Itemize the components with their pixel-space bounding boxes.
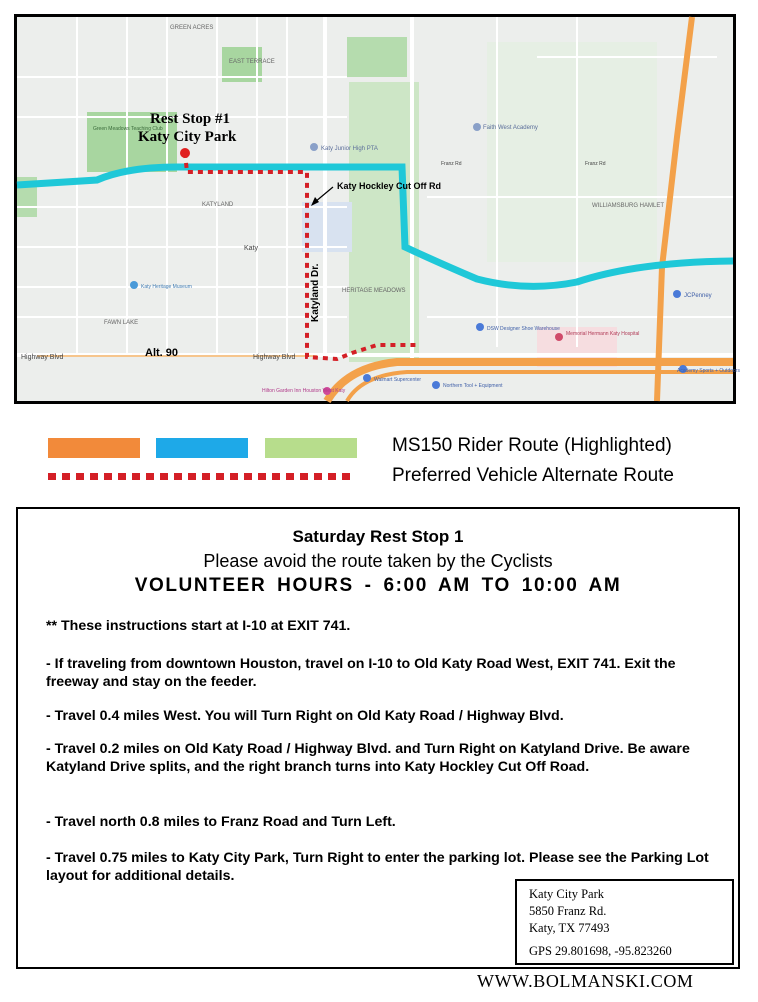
address-name: Katy City Park — [529, 887, 604, 901]
address-city: Katy, TX 77493 — [529, 921, 610, 935]
fawn-lake-label: FAWN LAKE — [104, 320, 139, 326]
rest-stop-marker[interactable] — [180, 148, 190, 158]
gps-coordinates: GPS 29.801698, -95.823260 — [529, 944, 672, 958]
park-area-rice-field — [347, 37, 407, 77]
rest-stop-subtitle: Katy City Park — [138, 129, 237, 145]
green-meadows-label: Green Meadows Teaching Club — [93, 126, 163, 132]
northern-tool-label: Northern Tool + Equipment — [443, 383, 503, 389]
instruction-paragraph: - Travel 0.75 miles to Katy City Park, Turn Right to enter the parking lot. Please see the Parking Lot layout for additional details. — [46, 850, 709, 884]
shopping-icon — [476, 323, 484, 331]
instruction-paragraph: - If traveling from downtown Houston, travel on I-10 to Old Katy Road West, EXIT 741. Exit the freeway and stay on the feeder. — [46, 656, 676, 690]
instruction-paragraph: - Travel 0.4 miles West. You will Turn Right on Old Katy Road / Highway Blvd. — [46, 708, 564, 724]
katyland-dr-label: Katyland Dr. — [310, 263, 321, 322]
legend — [0, 420, 758, 500]
museum-icon — [130, 281, 138, 289]
williamsburg-label: WILLIAMSBURG HAMLET — [592, 203, 665, 209]
hilton-garden-label: Hilton Garden Inn Houston West Katy — [262, 388, 346, 394]
dsw-label: DSW Designer Shoe Warehouse — [487, 326, 560, 332]
shopping-icon — [363, 374, 371, 382]
highway-blvd-left-label: Highway Blvd — [21, 354, 64, 361]
school-icon — [473, 123, 481, 131]
franz-rd-mid-label: Franz Rd — [441, 161, 462, 167]
address-box — [515, 879, 734, 965]
map-canvas — [17, 17, 740, 401]
website-link[interactable]: WWW.BOLMANSKI.COM — [477, 971, 694, 991]
shopping-icon — [432, 381, 440, 389]
legend-rider-route-label: MS150 Rider Route (Highlighted) — [392, 435, 672, 456]
walmart-label: Walmart Supercenter — [374, 377, 422, 383]
katyland-label: KATYLAND — [202, 202, 234, 208]
faith-west-label: Faith West Academy — [483, 125, 538, 131]
green-acres-label: GREEN ACRES — [170, 25, 214, 31]
instruction-paragraph: - Travel north 0.8 miles to Franz Road and Turn Left. — [46, 814, 396, 830]
hospital-icon — [555, 333, 563, 341]
route-map — [14, 14, 740, 404]
instruction-paragraph: - Travel 0.2 miles on Old Katy Road / Highway Blvd. and Turn Right on Katyland Drive. Be aware Katyland Drive splits, and the right branch turns into Katy Hockley Cut Off Road. — [46, 741, 690, 775]
instructions-subtitle: Please avoid the route taken by the Cyclists — [203, 551, 553, 571]
jcpenney-label: JCPenney — [684, 293, 712, 299]
katy-hockley-label: Katy Hockley Cut Off Rd — [337, 181, 442, 191]
green-corridor — [349, 82, 419, 362]
instruction-paragraph: ** These instructions start at I-10 at EXIT 741. — [46, 618, 351, 634]
highway-blvd-mid-label: Highway Blvd — [253, 354, 296, 361]
shopping-icon — [673, 290, 681, 298]
katy-junior-high-label: Katy Junior High PTA — [321, 146, 378, 152]
katy-heritage-label: Katy Heritage Museum — [141, 284, 192, 290]
east-terrace-label: EAST TERRACE — [229, 59, 275, 65]
legend-vehicle-route-label: Preferred Vehicle Alternate Route — [392, 465, 675, 486]
legend-vehicle-route-line — [48, 473, 356, 480]
legend-swatch-green — [265, 438, 357, 458]
alt-90-label: Alt. 90 — [145, 347, 179, 359]
school-icon — [310, 143, 318, 151]
heritage-meadows-label: HERITAGE MEADOWS — [342, 288, 406, 294]
volunteer-hours: VOLUNTEER HOURS - 6:00 AM TO 10:00 AM — [134, 575, 622, 596]
address-street: 5850 Franz Rd. — [529, 904, 607, 918]
memorial-hermann-label: Memorial Hermann Katy Hospital — [566, 331, 640, 337]
instructions-title: Saturday Rest Stop 1 — [292, 527, 464, 546]
academy-label: Academy Sports + Outdoors — [677, 368, 740, 374]
legend-swatch-orange — [48, 438, 140, 458]
rest-stop-title: Rest Stop #1 — [150, 111, 231, 127]
katy-label: Katy — [244, 245, 259, 252]
residential-east — [487, 42, 657, 262]
legend-swatch-blue — [156, 438, 248, 458]
franz-rd-right-label: Franz Rd — [585, 161, 606, 167]
